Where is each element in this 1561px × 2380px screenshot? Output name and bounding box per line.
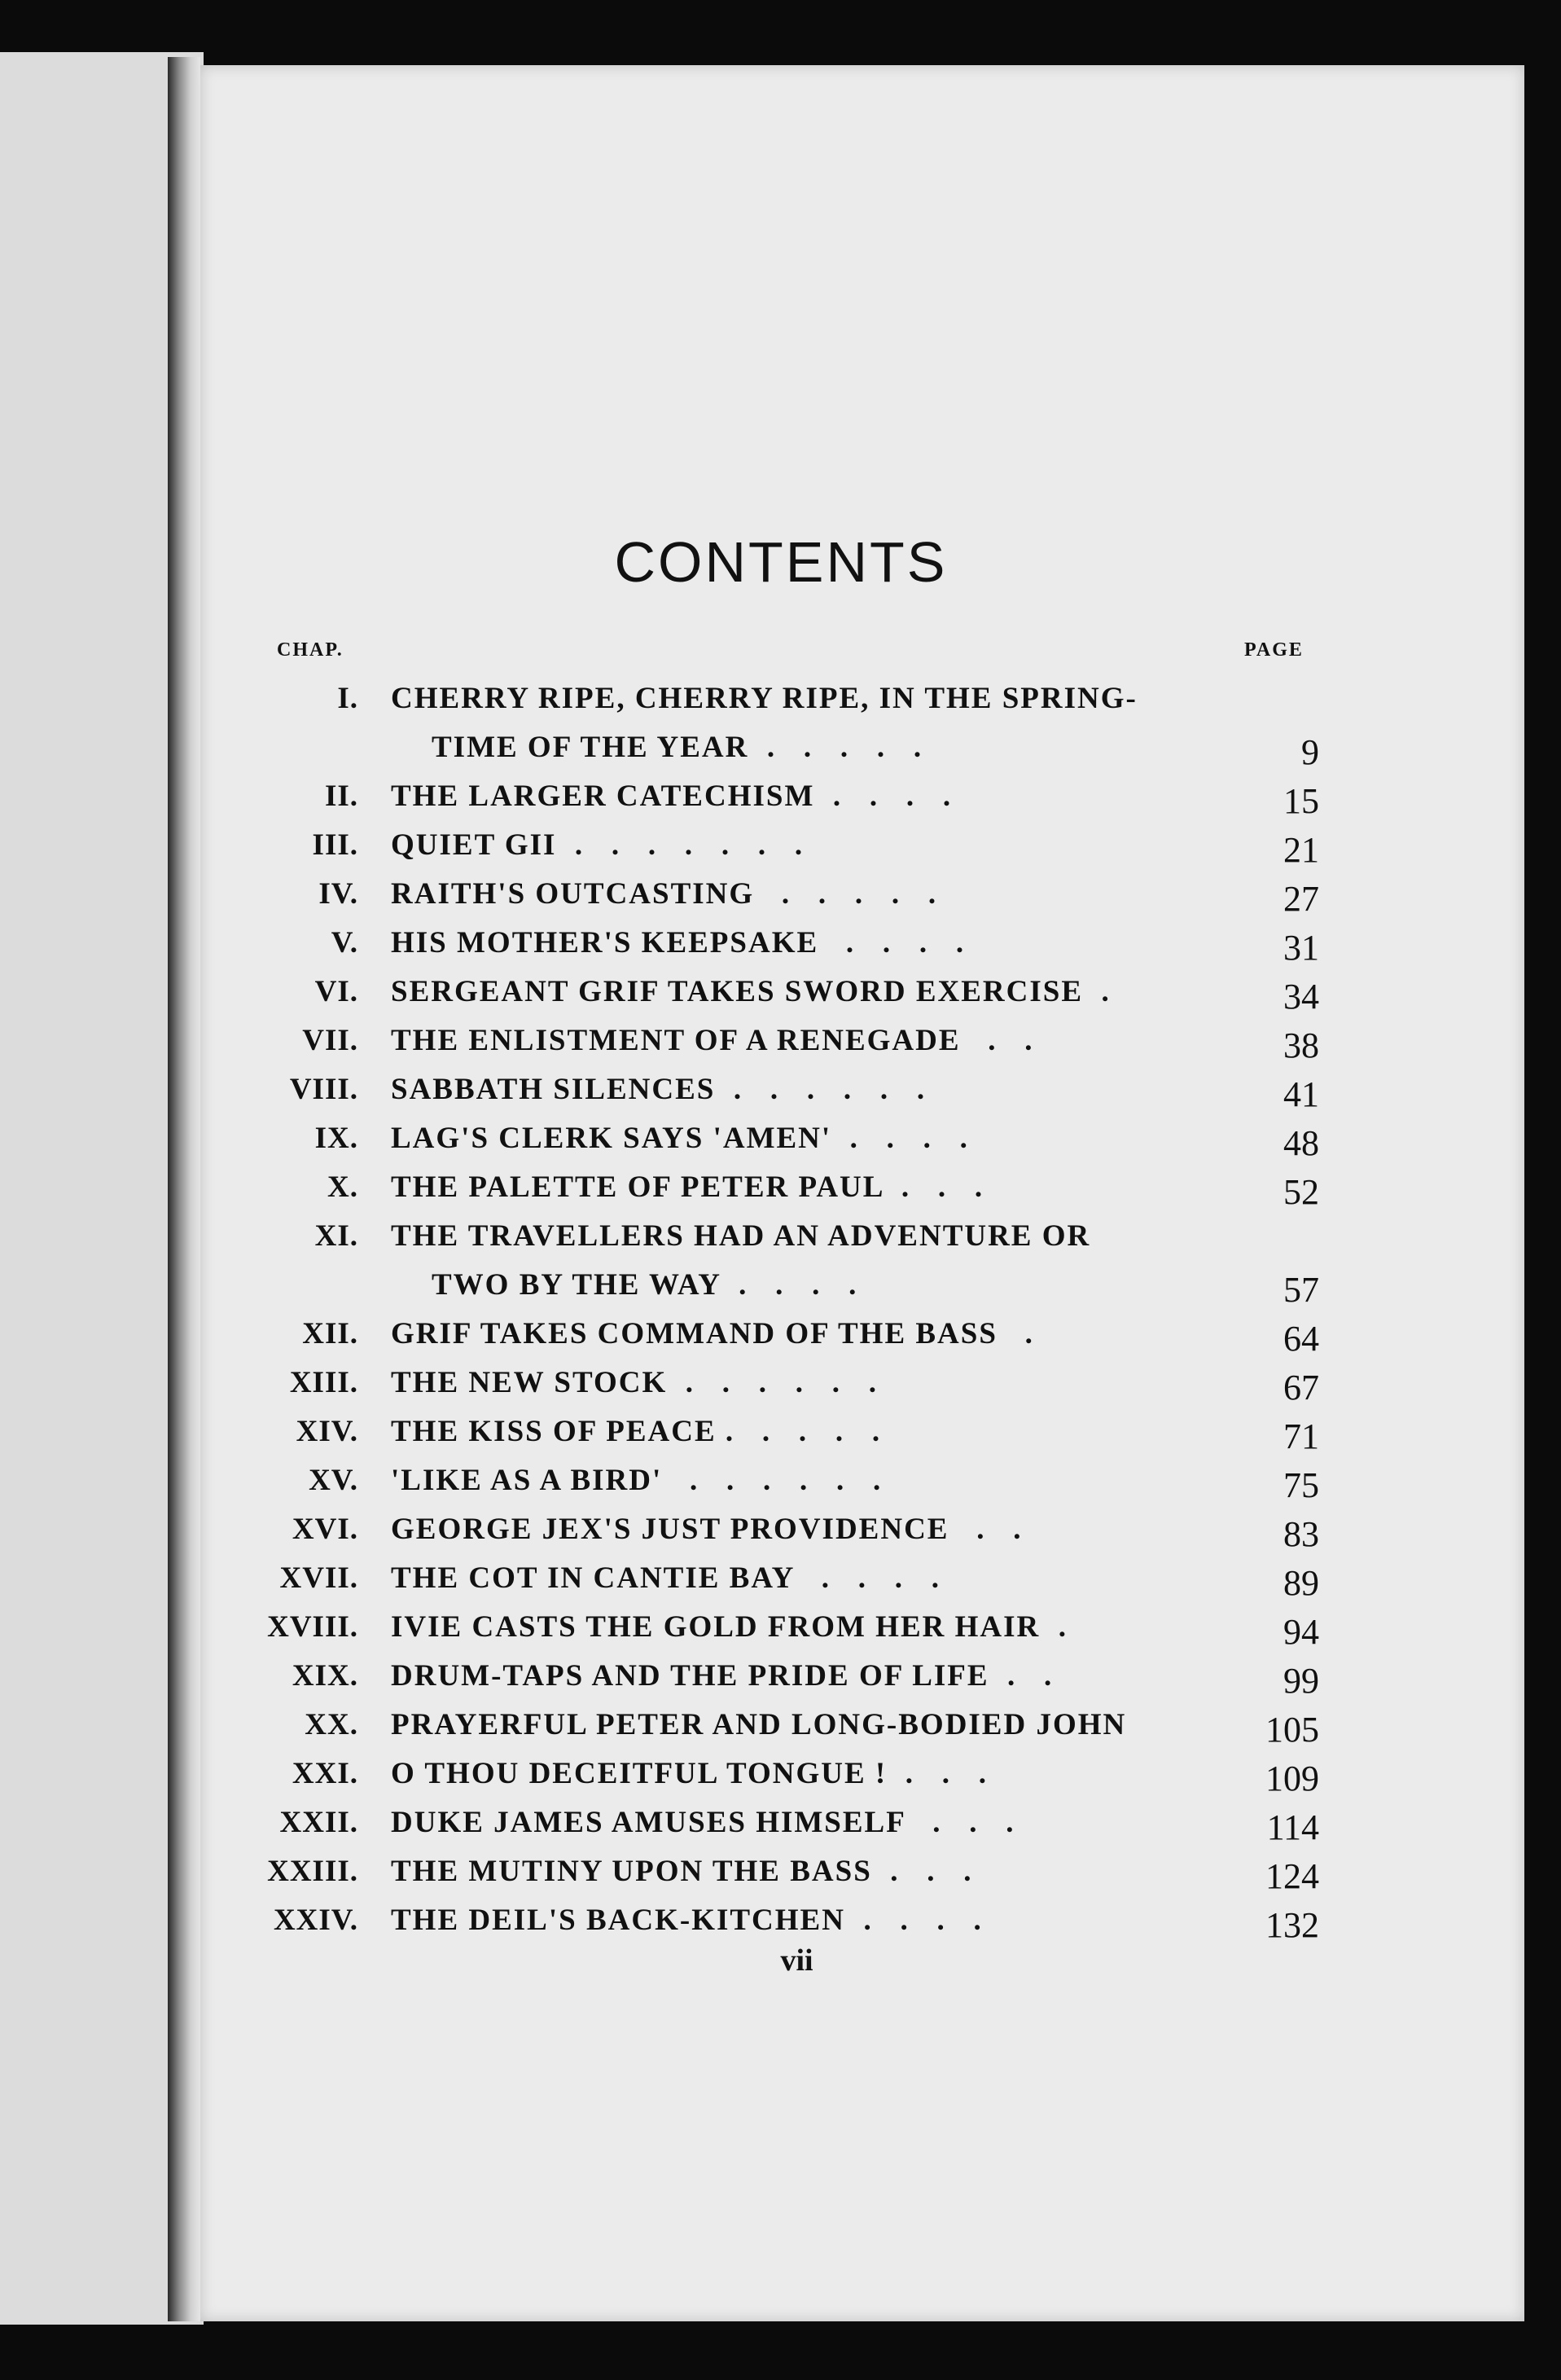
chapter-number: XI. xyxy=(314,1219,358,1253)
chapter-title: QUIET GII . . . . . . . xyxy=(391,828,805,862)
chapter-title: IVIE CASTS THE GOLD FROM HER HAIR . xyxy=(391,1610,1068,1644)
toc-row xyxy=(228,868,1319,917)
chapter-title: CHERRY RIPE, CHERRY RIPE, IN THE SPRING- xyxy=(391,682,1138,715)
toc-row xyxy=(228,1357,1319,1406)
page-number: 9 xyxy=(1301,732,1319,772)
page-number: 83 xyxy=(1283,1514,1319,1554)
chapter-title: RAITH'S OUTCASTING . . . . . xyxy=(391,877,938,911)
toc-row xyxy=(228,966,1319,1015)
page-number: 48 xyxy=(1283,1123,1319,1163)
toc-row xyxy=(228,819,1319,868)
toc-row xyxy=(228,1113,1319,1161)
chapter-title: DRUM-TAPS AND THE PRIDE OF LIFE . . xyxy=(391,1659,1054,1693)
chapter-title: GRIF TAKES COMMAND OF THE BASS . xyxy=(391,1317,1034,1350)
page-number: 94 xyxy=(1283,1612,1319,1652)
chapter-title: O THOU DECEITFUL TONGUE ! . . . xyxy=(391,1757,988,1790)
page-number: 105 xyxy=(1265,1710,1319,1750)
page-number: 71 xyxy=(1283,1416,1319,1456)
page-number: 57 xyxy=(1283,1270,1319,1310)
toc-row xyxy=(228,771,1319,819)
chapter-title: 'LIKE AS A BIRD' . . . . . . xyxy=(391,1464,883,1497)
toc-row xyxy=(228,1064,1319,1113)
binding-shadow xyxy=(168,57,200,2321)
chapter-title: HIS MOTHER'S KEEPSAKE . . . . xyxy=(391,926,966,959)
chapter-number: XIX. xyxy=(292,1659,358,1693)
toc-row xyxy=(228,1797,1319,1846)
chapter-number: IV. xyxy=(318,877,358,911)
toc-row xyxy=(228,917,1319,966)
chapter-number: IX. xyxy=(314,1122,358,1155)
page-number: 34 xyxy=(1283,977,1319,1017)
toc-row xyxy=(228,1699,1319,1748)
chapter-number: VIII. xyxy=(289,1073,358,1106)
chapter-column-header: CHAP. xyxy=(277,639,344,661)
chapter-number: XII. xyxy=(302,1317,358,1350)
chapter-number: XVI. xyxy=(292,1513,358,1546)
toc-row xyxy=(228,1895,1319,1943)
toc-row xyxy=(228,1015,1319,1064)
toc-row xyxy=(228,1650,1319,1699)
page-number: 52 xyxy=(1283,1172,1319,1212)
page-number: 21 xyxy=(1283,830,1319,870)
chapter-title: SABBATH SILENCES . . . . . . xyxy=(391,1073,927,1106)
page-number: 114 xyxy=(1266,1807,1319,1847)
chapter-number: XIII. xyxy=(289,1366,358,1399)
chapter-number: XXII. xyxy=(279,1806,358,1839)
toc-row xyxy=(228,1161,1319,1210)
chapter-title: THE TRAVELLERS HAD AN ADVENTURE OR xyxy=(391,1219,1091,1253)
page-number: 67 xyxy=(1283,1368,1319,1407)
chapter-number: XX. xyxy=(305,1708,358,1741)
toc-row xyxy=(228,1259,1319,1308)
chapter-number: XVIII. xyxy=(267,1610,358,1644)
chapter-title: GEORGE JEX'S JUST PROVIDENCE . . xyxy=(391,1513,1023,1546)
chapter-number: XXI. xyxy=(292,1757,358,1790)
toc-row xyxy=(228,1210,1319,1259)
chapter-title: SERGEANT GRIF TAKES SWORD EXERCISE . xyxy=(391,975,1111,1008)
chapter-title: DUKE JAMES AMUSES HIMSELF . . . xyxy=(391,1806,1015,1839)
page-number: 99 xyxy=(1283,1661,1319,1701)
page-number: 38 xyxy=(1283,1025,1319,1065)
chapter-title: THE PALETTE OF PETER PAUL . . . xyxy=(391,1170,984,1204)
chapter-number: XIV. xyxy=(296,1415,358,1448)
chapter-title: THE NEW STOCK . . . . . . xyxy=(391,1366,878,1399)
page-number: 109 xyxy=(1265,1759,1319,1798)
chapter-title: THE DEIL'S BACK-KITCHEN . . . . xyxy=(391,1904,983,1937)
chapter-number: I. xyxy=(337,682,358,715)
chapter-title: LAG'S CLERK SAYS 'AMEN' . . . . xyxy=(391,1122,969,1155)
toc-row xyxy=(228,722,1319,771)
chapter-title: THE COT IN CANTIE BAY . . . . xyxy=(391,1561,941,1595)
page-number: 64 xyxy=(1283,1319,1319,1359)
toc-row xyxy=(228,1308,1319,1357)
chapter-title: THE LARGER CATECHISM . . . . xyxy=(391,779,953,813)
chapter-title: THE MUTINY UPON THE BASS . . . xyxy=(391,1855,973,1888)
chapter-number: III. xyxy=(312,828,358,862)
page-number: 75 xyxy=(1283,1465,1319,1505)
chapter-number: VII. xyxy=(302,1024,358,1057)
toc-row xyxy=(228,1504,1319,1552)
chapter-number: V. xyxy=(331,926,358,959)
page-number: 27 xyxy=(1283,879,1319,919)
page-number: 132 xyxy=(1265,1905,1319,1945)
chapter-title-continued: TIME OF THE YEAR . . . . . xyxy=(432,731,923,764)
page-column-header: PAGE xyxy=(1244,639,1304,661)
toc-row xyxy=(228,1601,1319,1650)
page-folio: vii xyxy=(780,1943,813,1978)
page-number: 31 xyxy=(1283,928,1319,968)
toc-row xyxy=(228,673,1319,722)
toc-row xyxy=(228,1552,1319,1601)
chapter-number: VI. xyxy=(314,975,358,1008)
page-number: 124 xyxy=(1265,1856,1319,1896)
page-number: 89 xyxy=(1283,1563,1319,1603)
toc-row xyxy=(228,1406,1319,1455)
chapter-number: XVII. xyxy=(279,1561,358,1595)
chapter-title: THE KISS OF PEACE . . . . . xyxy=(391,1415,882,1448)
table-of-contents xyxy=(228,673,1319,1943)
page-number: 41 xyxy=(1283,1074,1319,1114)
chapter-number: XXIV. xyxy=(273,1904,358,1937)
toc-row xyxy=(228,1748,1319,1797)
chapter-number: XXIII. xyxy=(267,1855,358,1888)
toc-row xyxy=(228,1846,1319,1895)
chapter-title: THE ENLISTMENT OF A RENEGADE . . xyxy=(391,1024,1034,1057)
chapter-number: X. xyxy=(327,1170,358,1204)
chapter-number: II. xyxy=(324,779,358,813)
page-title: CONTENTS xyxy=(614,530,948,594)
chapter-title: PRAYERFUL PETER AND LONG-BODIED JOHN xyxy=(391,1708,1127,1741)
chapter-number: XV. xyxy=(309,1464,358,1497)
page-number: 15 xyxy=(1283,781,1319,821)
toc-row xyxy=(228,1455,1319,1504)
chapter-title-continued: TWO BY THE WAY . . . . xyxy=(432,1268,858,1302)
